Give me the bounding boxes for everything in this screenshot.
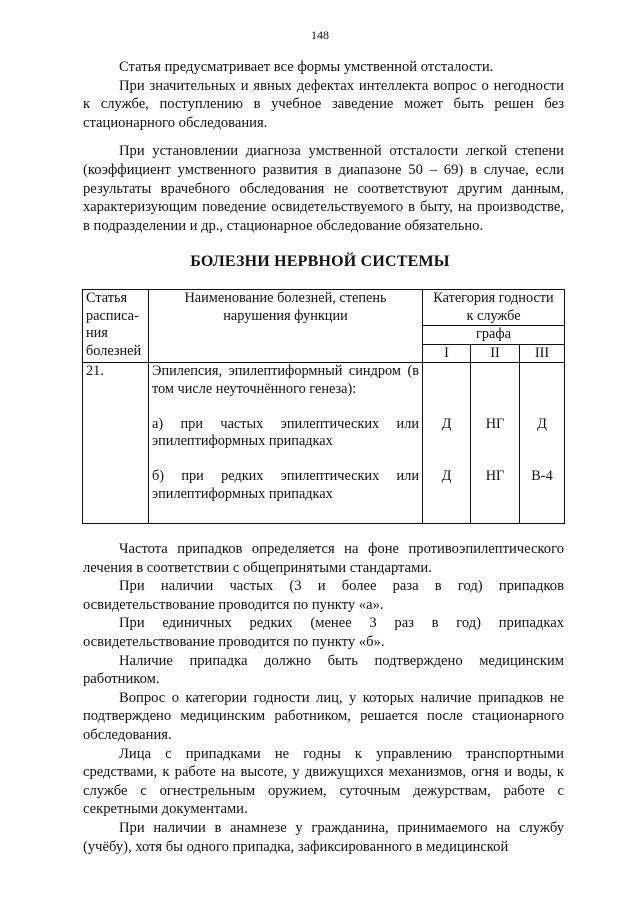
intro-text: [83, 58, 564, 235]
body-paragraph-1: Частота припадков определяется на фоне противоэпилептического лечения в соответствии с общепринятыми стандартами.: [83, 541, 564, 576]
intro-paragraph-2: При значительных и явных дефектах интеллекта вопрос о негодности к службе, поступлению в учебное заведение может быть решен без стационарного обследования.: [83, 77, 564, 131]
body-paragraph-5: Вопрос о категории годности лиц, у которых наличие припадков не подтверждено медицинским работником, решается после стационарного обследования.: [83, 689, 564, 743]
header-grade-2: II: [471, 344, 520, 363]
disease-table: [82, 289, 565, 524]
table-header-row: [83, 290, 565, 326]
header-disease-name: Наименование болезней, степень нарушения функции: [149, 290, 423, 363]
item-b-grade-3: В-4: [531, 468, 553, 484]
body-paragraph-6: Лица с припадками не годны к управлению транспортными средствами, к работе на высоте, у движущихся механизмов, огня и воды, к службе с огнестрельным оружием, суточным дежурствам, работе с секретными документами.: [83, 745, 564, 818]
intro-paragraph-1: Статья предусматривает все формы умственной отсталости.: [119, 59, 494, 75]
item-a-text: а) при частых эпилептических или эпилептиформных припадках: [152, 415, 419, 449]
item-a-grade-2: НГ: [485, 415, 505, 432]
item-a-grade-3: Д: [537, 415, 547, 432]
grades-column-3: [520, 363, 565, 524]
header-category: Категория годности к службе: [423, 290, 565, 326]
table-row: [83, 363, 565, 524]
disease-description: [149, 363, 423, 524]
item-b-grade-2: НГ: [485, 468, 505, 484]
disease-name: Эпилепсия, эпилептиформный синдром (в том числе неуточнённого генеза):: [152, 363, 419, 397]
item-b-text: б) при редких эпилептических или эпилептиформных припадках: [152, 468, 419, 502]
body-paragraph-3: При единичных редких (менее 3 раз в год) припадках освидетельствование проводится по пункту «б».: [83, 615, 564, 650]
page-number: 148: [311, 28, 329, 42]
grades-column-1: [423, 363, 471, 524]
header-article: Статья расписа-ния болезней: [83, 290, 149, 363]
article-number: 21.: [83, 363, 149, 524]
body-paragraph-4: Наличие припадка должно быть подтверждено медицинским работником.: [83, 652, 564, 688]
header-graph: графа: [423, 326, 565, 345]
body-text: [83, 540, 564, 856]
intro-paragraph-3: При установлении диагноза умственной отсталости легкой степени (коэффициент умственного развития в диапазоне 50 – 69) в случае, если результаты врачебного обследования не соответствуют другим данным, характеризующим поведение освидетельствуемого в быту, на производстве, в подразделении и др., стационарное обследование обязательно.: [83, 143, 564, 234]
body-paragraph-7: При наличии в анамнезе у гражданина, принимаемого на службу (учёбу), хотя бы одного припадка, зафиксированного в медицинской: [83, 819, 564, 855]
grades-column-2: [471, 363, 520, 524]
item-a-grade-1: Д: [441, 415, 452, 432]
section-title: БОЛЕЗНИ НЕРВНОЙ СИСТЕМЫ: [190, 253, 450, 270]
header-grade-3: III: [520, 344, 565, 363]
header-grade-1: I: [423, 344, 471, 363]
item-b-grade-1: Д: [441, 468, 452, 484]
body-paragraph-2: При наличии частых (3 и более раза в год) припадков освидетельствование проводится по пункту «а».: [83, 578, 564, 613]
